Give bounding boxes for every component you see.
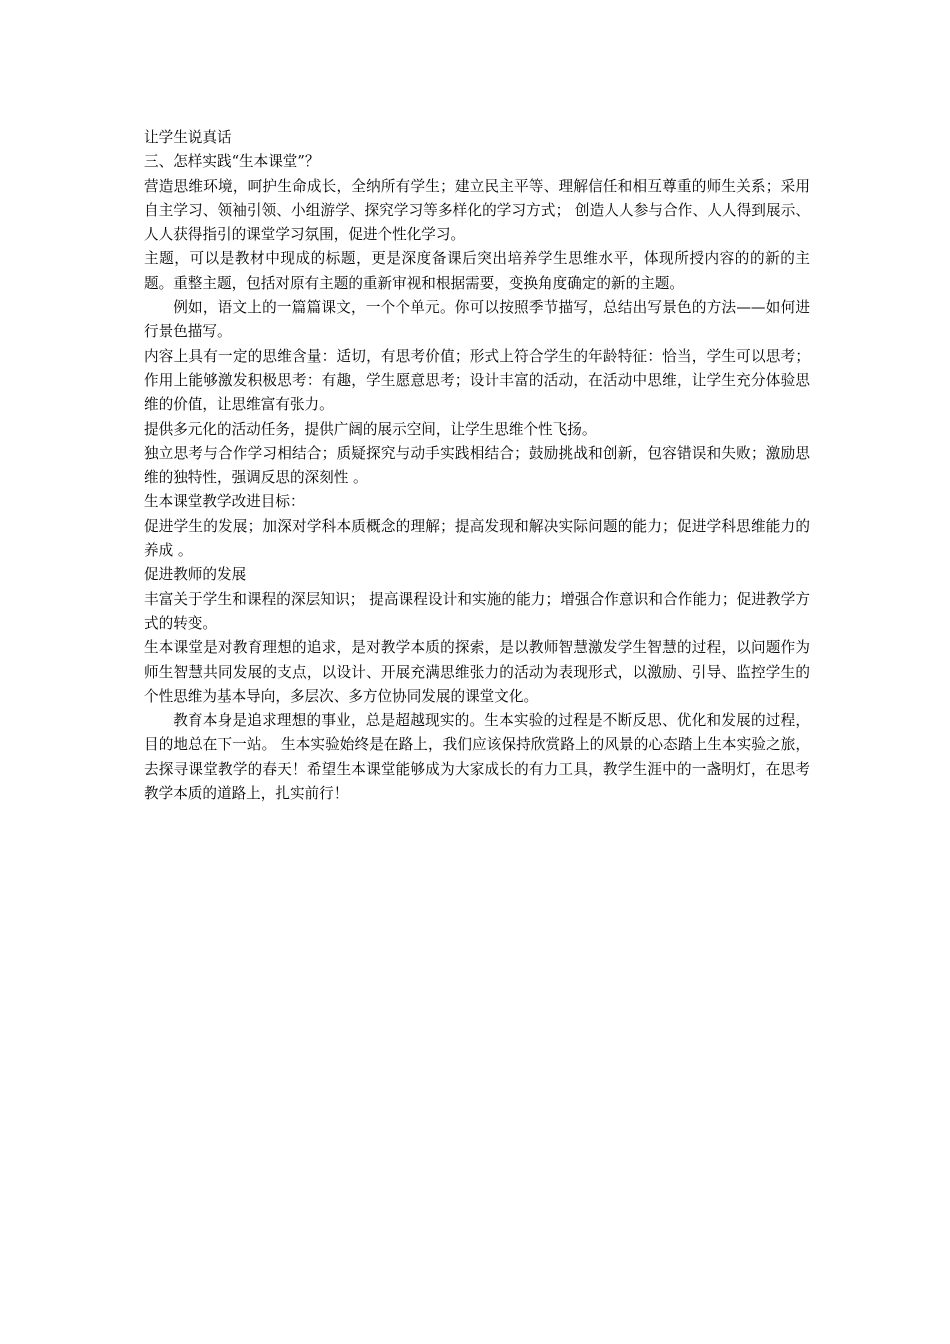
paragraph-10: 促进学生的发展；加深对学科本质概念的理解；提高发现和解决实际问题的能力；促进学科思维能力的养成 。 — [144, 517, 810, 560]
paragraph-5: 例如，语文上的一篇篇课文，一个个单元。你可以按照季节描写，总结出写景色的方法——如何进行景色描写。 — [144, 299, 810, 341]
paragraph-3: 营造思维环境，呵护生命成长，全纳所有学生；建立民主平等、理解信任和相互尊重的师生关系；采用自主学习、领袖引领、小组游学、探究学习等多样化的学习方式； 创造人人参与合作、人人得到展示、人人获得指引的课堂学习氛围，促进个性化学习。 — [144, 177, 810, 244]
paragraph-13: 生本课堂是对教育理想的追求，是对教学本质的探索，是以教师智慧激发学生智慧的过程，以问题作为师生智慧共同发展的支点，以设计、开展充满思维张力的活动为表现形式，以激励、引导、监控学生的个性思维为基本导向，多层次、多方位协同发展的课堂文化。 — [144, 639, 810, 705]
paragraph-11: 促进教师的发展 — [144, 566, 247, 584]
paragraph-8: 独立思考与合作学习相结合；质疑探究与动手实践相结合；鼓励挑战和创新，包容错误和失败；激励思维的独特性，强调反思的深刻性 。 — [144, 444, 810, 487]
paragraph-7: 提供多元化的活动任务，提供广阔的展示空间，让学生思维个性飞扬。 — [144, 420, 597, 438]
section-heading: 三、怎样实践“生本课堂”？ — [144, 153, 320, 171]
paragraph-1: 让学生说真话 — [144, 129, 232, 146]
document-body — [144, 126, 810, 806]
paragraph-6: 内容上具有一定的思维含量：适切，有思考价值；形式上符合学生的年龄特征：恰当，学生可以思考；作用上能够激发积极思考：有趣，学生愿意思考；设计丰富的活动，在活动中思维，让学生充分体验思维的价值，让思维富有张力。 — [144, 347, 810, 414]
paragraph-12: 丰富关于学生和课程的深层知识； 提高课程设计和实施的能力；增强合作意识和合作能力；促进教学方式的转变。 — [144, 590, 810, 632]
paragraph-9: 生本课堂教学改进目标： — [144, 493, 305, 511]
paragraph-4: 主题，可以是教材中现成的标题，更是深度备课后突出培养学生思维水平，体现所授内容的的新的主题。重整主题，包括对原有主题的重新审视和根据需要，变换角度确定的新的主题。 — [144, 250, 810, 292]
paragraph-14: 教育本身是追求理想的事业，总是超越现实的。生本实验的过程是不断反思、优化和发展的过程，目的地总在下一站。 生本实验始终是在路上，我们应该保持欣赏路上的风景的心态踏上生本实验之旅，去探寻课堂教学的春天！希望生本课堂能够成为大家成长的有力工具，教学生涯中的一盏明灯，在思考教学本质的道路上，扎实前行！ — [144, 712, 810, 803]
